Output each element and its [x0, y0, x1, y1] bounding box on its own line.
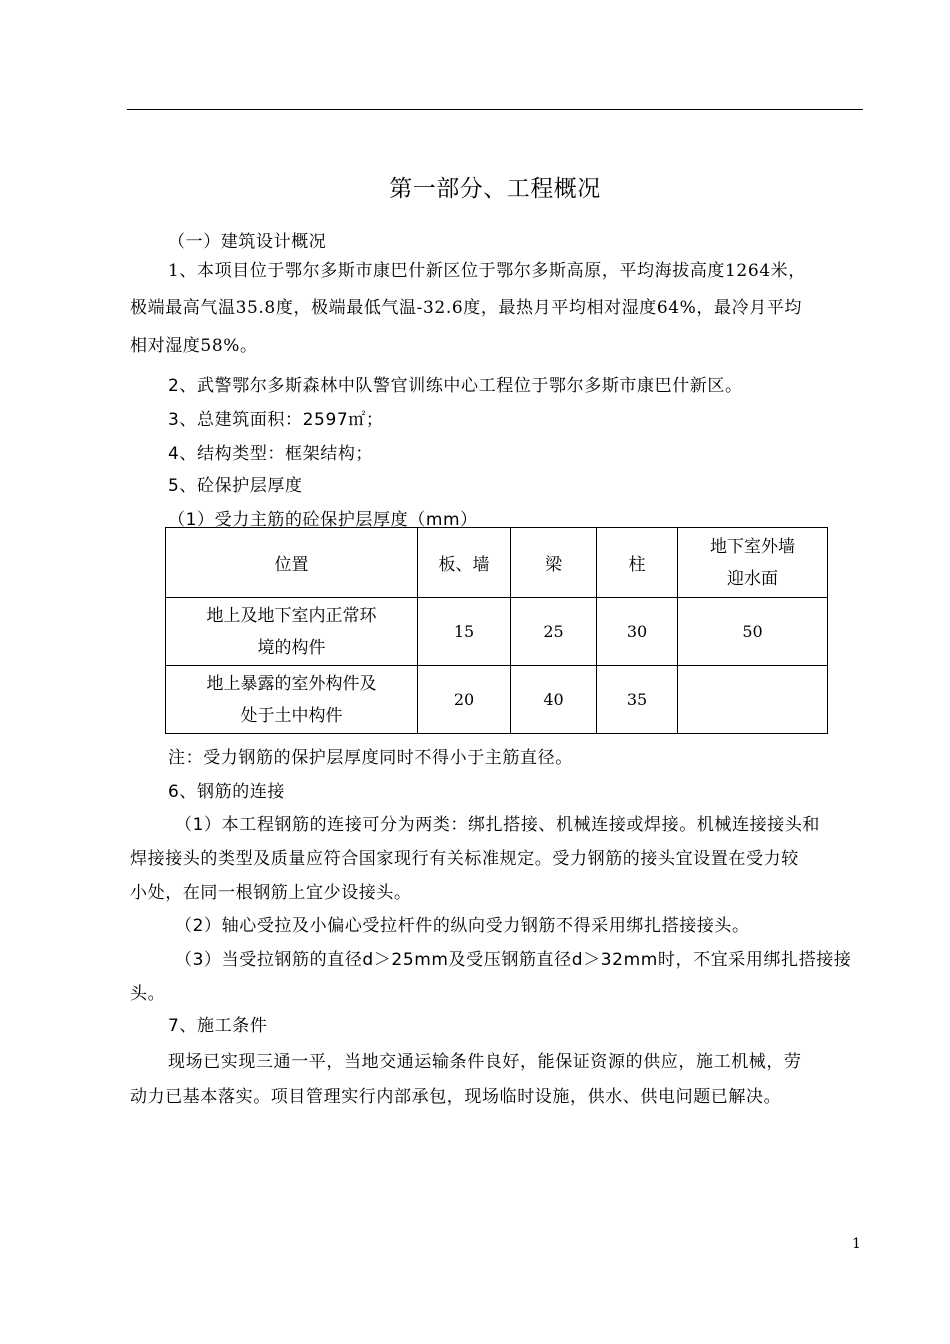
- item1-line2: 极端最高气温35.8度，极端最低气温-32.6度，最热月平均相对湿度64%，最冷月平均: [130, 298, 803, 318]
- cell-beam: 25: [511, 598, 597, 666]
- cell-column: 35: [597, 666, 678, 734]
- item1-line3: 相对湿度58%。: [130, 336, 258, 356]
- header-basement-line2: 迎水面: [727, 568, 778, 589]
- item6-p2: （2）轴心受拉及小偏心受拉杆件的纵向受力钢筋不得采用绑扎搭接接头。: [175, 916, 750, 936]
- item2-text: 2、武警鄂尔多斯森林中队警官训练中心工程位于鄂尔多斯市康巴什新区。: [168, 376, 743, 396]
- row-label-line2: 处于土中构件: [240, 705, 343, 726]
- item7-line2: 动力已基本落实。项目管理实行内部承包，现场临时设施，供水、供电问题已解决。: [130, 1087, 782, 1107]
- item6-p3-line1: （3）当受拉钢筋的直径d＞25mm及受压钢筋直径d＞32mm时，不宜采用绑扎搭接接: [175, 950, 852, 970]
- item3-text: 3、总建筑面积：2597㎡；: [168, 410, 384, 430]
- item7-heading: 7、施工条件: [168, 1016, 268, 1036]
- cell-slab-wall: 15: [418, 598, 511, 666]
- cell-beam: 40: [511, 666, 597, 734]
- header-position: 位置: [166, 528, 418, 598]
- item4-text: 4、结构类型：框架结构；: [168, 444, 374, 464]
- cell-basement: [678, 666, 828, 734]
- cell-slab-wall: 20: [418, 666, 511, 734]
- table-row: [166, 666, 828, 734]
- cell-basement: 50: [678, 598, 828, 666]
- table-row: [166, 598, 828, 666]
- header-basement-line1: 地下室外墙: [710, 536, 795, 557]
- header-slab-wall: 板、墙: [418, 528, 511, 598]
- header-rule: [127, 109, 863, 110]
- table-caption: （1）受力主筋的砼保护层厚度（mm）: [168, 510, 478, 530]
- table-header-row: [166, 528, 828, 598]
- item6-p1-line1: （1）本工程钢筋的连接可分为两类：绑扎搭接、机械连接或焊接。机械连接接头和: [175, 815, 821, 835]
- row-label-line1: 地上暴露的室外构件及: [206, 673, 377, 694]
- header-beam: 梁: [511, 528, 597, 598]
- cell-column: 30: [597, 598, 678, 666]
- row-label-line2: 境的构件: [257, 637, 326, 658]
- header-basement-wall: [678, 528, 828, 598]
- section-heading: （一）建筑设计概况: [168, 232, 327, 252]
- page-number: 1: [852, 1236, 861, 1252]
- item6-p1-line3: 小处，在同一根钢筋上宜少设接头。: [130, 883, 412, 903]
- page-title: 第一部分、工程概况: [389, 176, 601, 202]
- row-label-line1: 地上及地下室内正常环: [206, 605, 377, 626]
- item1-line1: 1、本项目位于鄂尔多斯市康巴什新区位于鄂尔多斯高原，平均海拔高度1264米，: [168, 261, 806, 281]
- row-label: [166, 666, 418, 734]
- item6-p3-line2: 头。: [130, 984, 166, 1004]
- item6-heading: 6、钢筋的连接: [168, 782, 286, 802]
- table-note: 注：受力钢筋的保护层厚度同时不得小于主筋直径。: [168, 748, 573, 768]
- row-label: [166, 598, 418, 666]
- item5-text: 5、砼保护层厚度: [168, 476, 303, 496]
- cover-thickness-table: [165, 527, 828, 734]
- item6-p1-line2: 焊接接头的类型及质量应符合国家现行有关标准规定。受力钢筋的接头宜设置在受力较: [130, 849, 799, 869]
- header-column: 柱: [597, 528, 678, 598]
- item7-line1: 现场已实现三通一平，当地交通运输条件良好，能保证资源的供应，施工机械，劳: [168, 1052, 802, 1072]
